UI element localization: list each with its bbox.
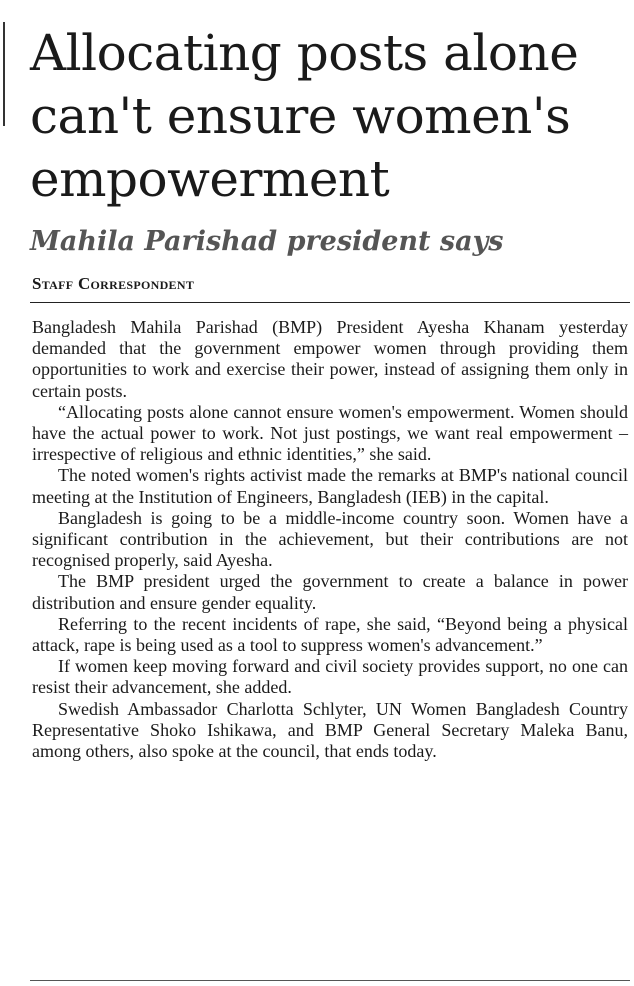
- article-subheadline: Mahila Parishad president says: [30, 226, 504, 257]
- byline-divider: [30, 302, 630, 303]
- article-paragraph: “Allocating posts alone cannot ensure women's empowerment. Women should have the actual power to work. Not just postings, we want real empowerment – irrespective of religious and ethnic identities,” she said.: [32, 401, 628, 465]
- bottom-divider: [30, 980, 630, 981]
- article-paragraph: Referring to the recent incidents of rape, she said, “Beyond being a physical attack, rape is being used as a tool to suppress women's advancement.”: [32, 613, 628, 656]
- left-column-rule: [3, 22, 5, 126]
- article-paragraph: Swedish Ambassador Charlotta Schlyter, UN Women Bangladesh Country Representative Shoko Ishikawa, and BMP General Secretary Maleka Banu, among others, also spoke at the council, that ends today.: [32, 698, 628, 762]
- article-body: [32, 317, 628, 762]
- article-paragraph: If women keep moving forward and civil society provides support, no one can resist their advancement, she added.: [32, 656, 628, 698]
- article-paragraph: The noted women's rights activist made the remarks at BMP's national council meeting at the Institution of Engineers, Bangladesh (IEB) in the capital.: [32, 465, 628, 507]
- article-paragraph: Bangladesh Mahila Parishad (BMP) President Ayesha Khanam yesterday demanded that the government empower women through providing them opportunities to work and exercise their power, instead of assigning them only in certain posts.: [32, 317, 628, 401]
- article-paragraph: Bangladesh is going to be a middle-income country soon. Women have a significant contribution in the achievement, but their contributions are not recognised properly, said Ayesha.: [32, 507, 628, 571]
- article-byline: Staff Correspondent: [32, 274, 195, 293]
- article-paragraph: The BMP president urged the government to create a balance in power distribution and ensure gender equality.: [32, 571, 628, 613]
- article-headline: Allocating posts alone can't ensure women's empowerment: [30, 24, 579, 208]
